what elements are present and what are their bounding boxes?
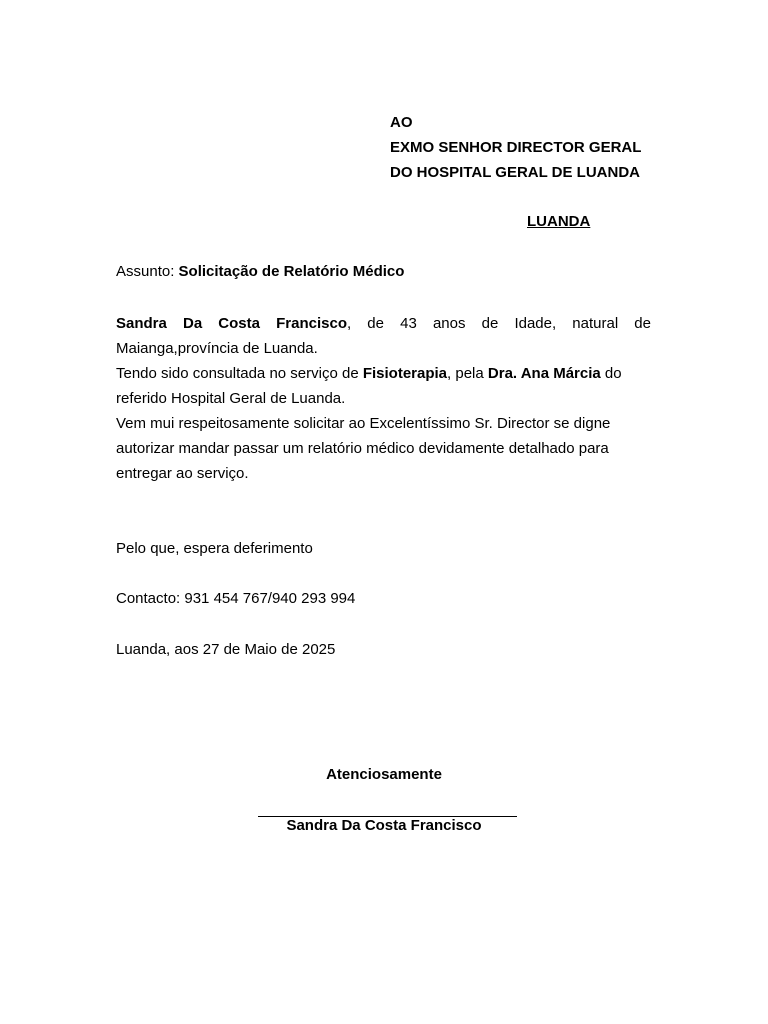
addressee-city: LUANDA [527,213,591,230]
addressee-line-3: DO HOSPITAL GERAL DE LUANDA [390,164,641,181]
addressee-line-2: EXMO SENHOR DIRECTOR GERAL [390,139,642,156]
sender-name: Sandra Da Costa Francisco [116,315,347,332]
service-name: Fisioterapia [362,365,448,382]
request-line: Pelo que, espera deferimento [116,540,313,557]
consultation-part-3: do referido Hospital Geral de Luanda. [116,365,622,407]
closing-salutation: Atenciosamente [326,766,442,783]
doctor-name: Dra. Ana Márcia [487,365,601,382]
paragraph-sender [116,311,651,361]
paragraph-consultation [116,361,651,411]
consultation-part-2: , pela [447,365,488,382]
paragraph-request: Vem mui respeitosamente solicitar ao Excelentíssimo Sr. Director se digne autorizar mandar passar um relatório médico devidamente detalhado para entregar ao serviço. [116,415,611,482]
consultation-part-1: Tendo sido consultada no serviço de [116,365,363,382]
letter-body [116,311,651,486]
addressee-block [390,110,641,185]
contact-line: Contacto: 931 454 767/940 293 994 [116,590,356,607]
sender-details: , de 43 anos de Idade, natural de Maianga,província de Luanda. [116,315,651,357]
addressee-line-1: AO [390,114,413,131]
signature-name: Sandra Da Costa Francisco [286,817,482,834]
subject-label: Assunto: [116,263,179,280]
date-line: Luanda, aos 27 de Maio de 2025 [116,641,336,658]
subject-line [116,261,404,283]
subject-text: Solicitação de Relatório Médico [178,263,405,280]
